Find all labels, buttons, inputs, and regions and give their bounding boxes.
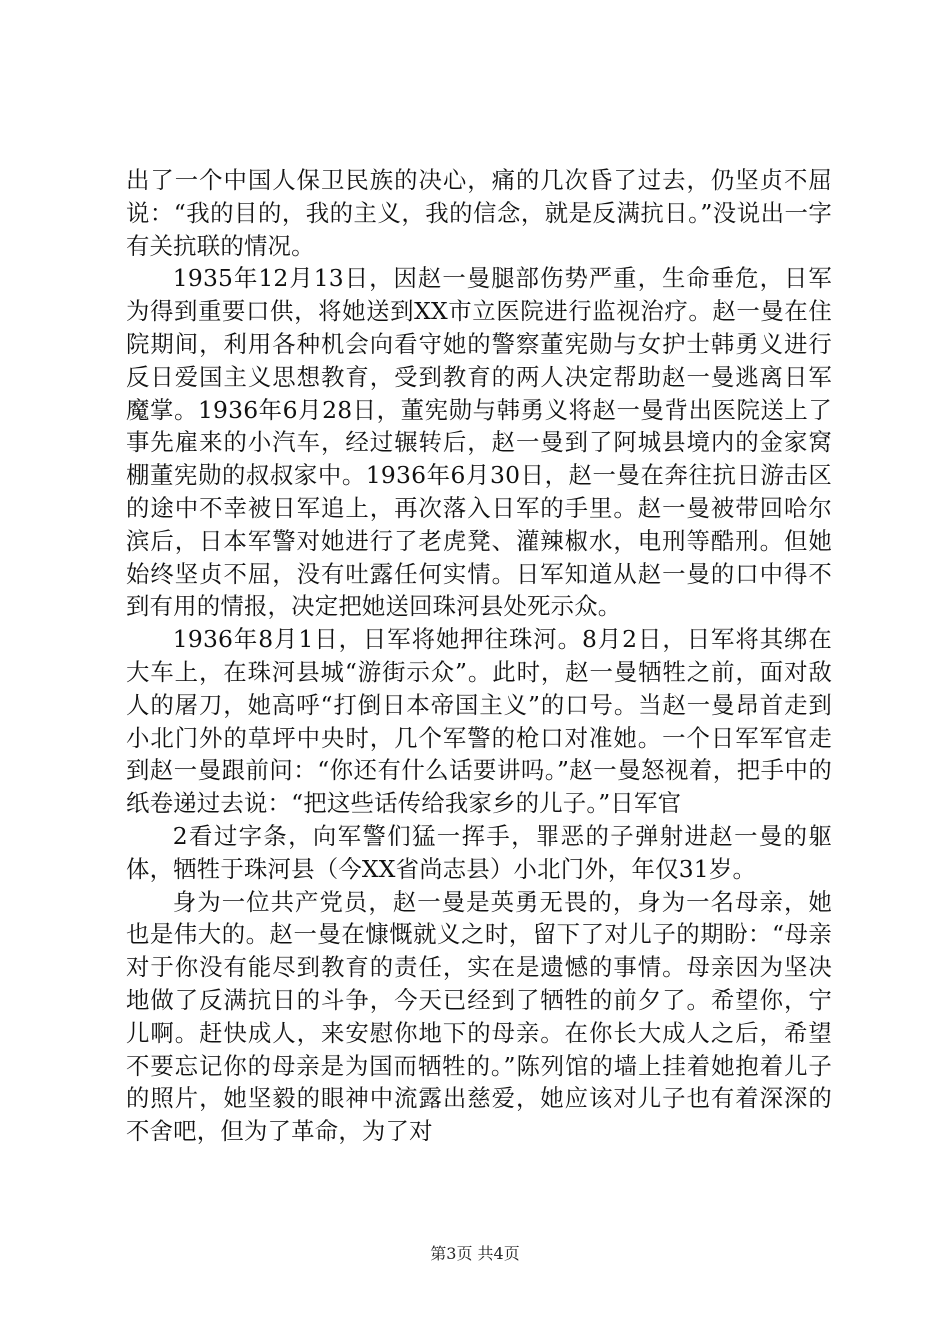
paragraph-continued: 出了一个中国人保卫民族的决心，痛的几次昏了过去，仍坚贞不屈说：“我的目的，我的主义，我的信念，就是反满抗日。”没说出一字有关抗联的情况。	[126, 166, 832, 260]
paragraph: 1936年8月1日，日军将她押往珠河。8月2日，日军将其绑在大车上，在珠河县城“游街示众”。此时，赵一曼牺牲之前，面对敌人的屠刀，她高呼“打倒日本帝国主义”的口号。当赵一曼昂首走到小北门外的草坪中央时，几个军警的枪口对准她。一个日军军官走到赵一曼跟前问：“你还有什么话要讲吗。”赵一曼怒视着，把手中的纸卷递过去说：“把这些话传给我家乡的儿子。”日军官	[126, 625, 832, 818]
page-number-footer: 第3页 共4页	[430, 1244, 520, 1263]
paragraph: 1935年12月13日，因赵一曼腿部伤势严重，生命垂危，日军为得到重要口供，将她送到XX市立医院进行监视治疗。赵一曼在住院期间，利用各种机会向看守她的警察董宪勋与女护士韩勇义进行反日爱国主义思想教育，受到教育的两人决定帮助赵一曼逃离日军魔掌。1936年6月28日，董宪勋与韩勇义将赵一曼背出医院送上了事先雇来的小汽车，经过辗转后，赵一曼到了阿城县境内的金家窝棚董宪勋的叔叔家中。1936年6月30日，赵一曼在奔往抗日游击区的途中不幸被日军追上，再次落入日军的手里。赵一曼被带回哈尔滨后，日本军警对她进行了老虎凳、灌辣椒水，电刑等酷刑。但她始终坚贞不屈，没有吐露任何实情。日军知道从赵一曼的口中得不到有用的情报，决定把她送回珠河县处死示众。	[126, 264, 832, 621]
paragraph: 2看过字条，向军警们猛一挥手，罪恶的子弹射进赵一曼的躯体，牺牲于珠河县（今XX省尚志县）小北门外，年仅31岁。	[126, 821, 832, 883]
paragraph: 身为一位共产党员，赵一曼是英勇无畏的，身为一名母亲，她也是伟大的。赵一曼在慷慨就义之时，留下了对儿子的期盼：“母亲对于你没有能尽到教育的责任，实在是遗憾的事情。母亲因为坚决地做了反满抗日的斗争，今天已经到了牺牲的前夕了。希望你，宁儿啊。赶快成人，来安慰你地下的母亲。在你长大成人之后，希望不要忘记你的母亲是为国而牺牲的。”陈列馆的墙上挂着她抱着儿子的照片，她坚毅的眼神中流露出慈爱，她应该对儿子也有着深深的不舍吧，但为了革命，为了对	[126, 887, 832, 1146]
document-body	[126, 164, 832, 1148]
